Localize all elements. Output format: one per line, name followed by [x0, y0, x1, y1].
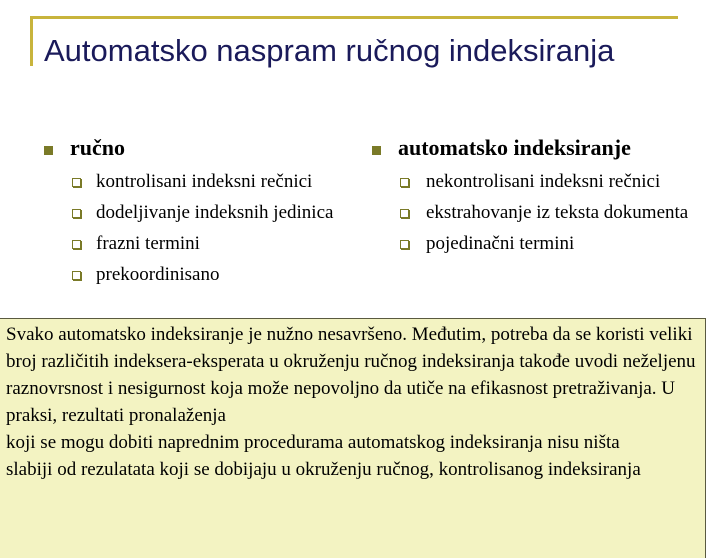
title-frame-left-rule [30, 16, 33, 66]
manual-indexing-list [44, 168, 344, 288]
checkbox-bullet-icon [400, 209, 409, 218]
checkbox-bullet-icon [72, 271, 81, 280]
title-frame-top-rule [30, 16, 678, 19]
checkbox-bullet-icon [72, 209, 81, 218]
list-item [44, 199, 344, 226]
list-item [372, 199, 692, 226]
automatic-indexing-heading-text: automatsko indeksiranje [398, 135, 631, 160]
list-item-text: frazni termini [96, 233, 200, 254]
list-item-text: nekontrolisani indeksni rečnici [426, 171, 661, 192]
list-item [44, 168, 344, 195]
list-item-text: pojedinačni termini [426, 233, 575, 254]
checkbox-bullet-icon [400, 178, 409, 187]
manual-indexing-heading [44, 134, 344, 168]
automatic-indexing-column [372, 134, 692, 261]
slide-title: Automatsko naspram ručnog indeksiranja [44, 33, 615, 68]
checkbox-bullet-icon [72, 178, 81, 187]
list-item-text: ekstrahovanje iz teksta dokumenta [426, 202, 689, 223]
square-bullet-icon [44, 146, 53, 155]
list-item-text: prekoordinisano [96, 264, 220, 285]
note-textbox: Svako automatsko indeksiranje je nužno nesavršeno. Međutim, potreba da se koristi veliki broj različitih indeksera-eksperata u okruženju ručnog indeksiranja takođe uvodi neželjenu raznovrsnost i nesigurnost koja može nepovoljno da utiče na efikasnost pretraživanja. U praksi, rezultati pronalaženja koji se mogu dobiti naprednim procedurama automatskog indeksiranja nisu ništa slabiji od rezulatata koji se dobijaju u okruženju ručnog, kontrolisanog indeksiranja [0, 318, 706, 558]
manual-indexing-column [44, 134, 344, 292]
square-bullet-icon [372, 146, 381, 155]
checkbox-bullet-icon [72, 240, 81, 249]
list-item [372, 230, 692, 257]
list-item [44, 261, 344, 288]
list-item [372, 168, 692, 195]
checkbox-bullet-icon [400, 240, 409, 249]
automatic-indexing-list [372, 168, 692, 257]
automatic-indexing-heading [372, 134, 692, 168]
list-item-text: kontrolisani indeksni rečnici [96, 171, 313, 192]
list-item-text: dodeljivanje indeksnih jedinica [96, 202, 334, 223]
list-item [44, 230, 344, 257]
manual-indexing-heading-text: ručno [70, 135, 125, 160]
